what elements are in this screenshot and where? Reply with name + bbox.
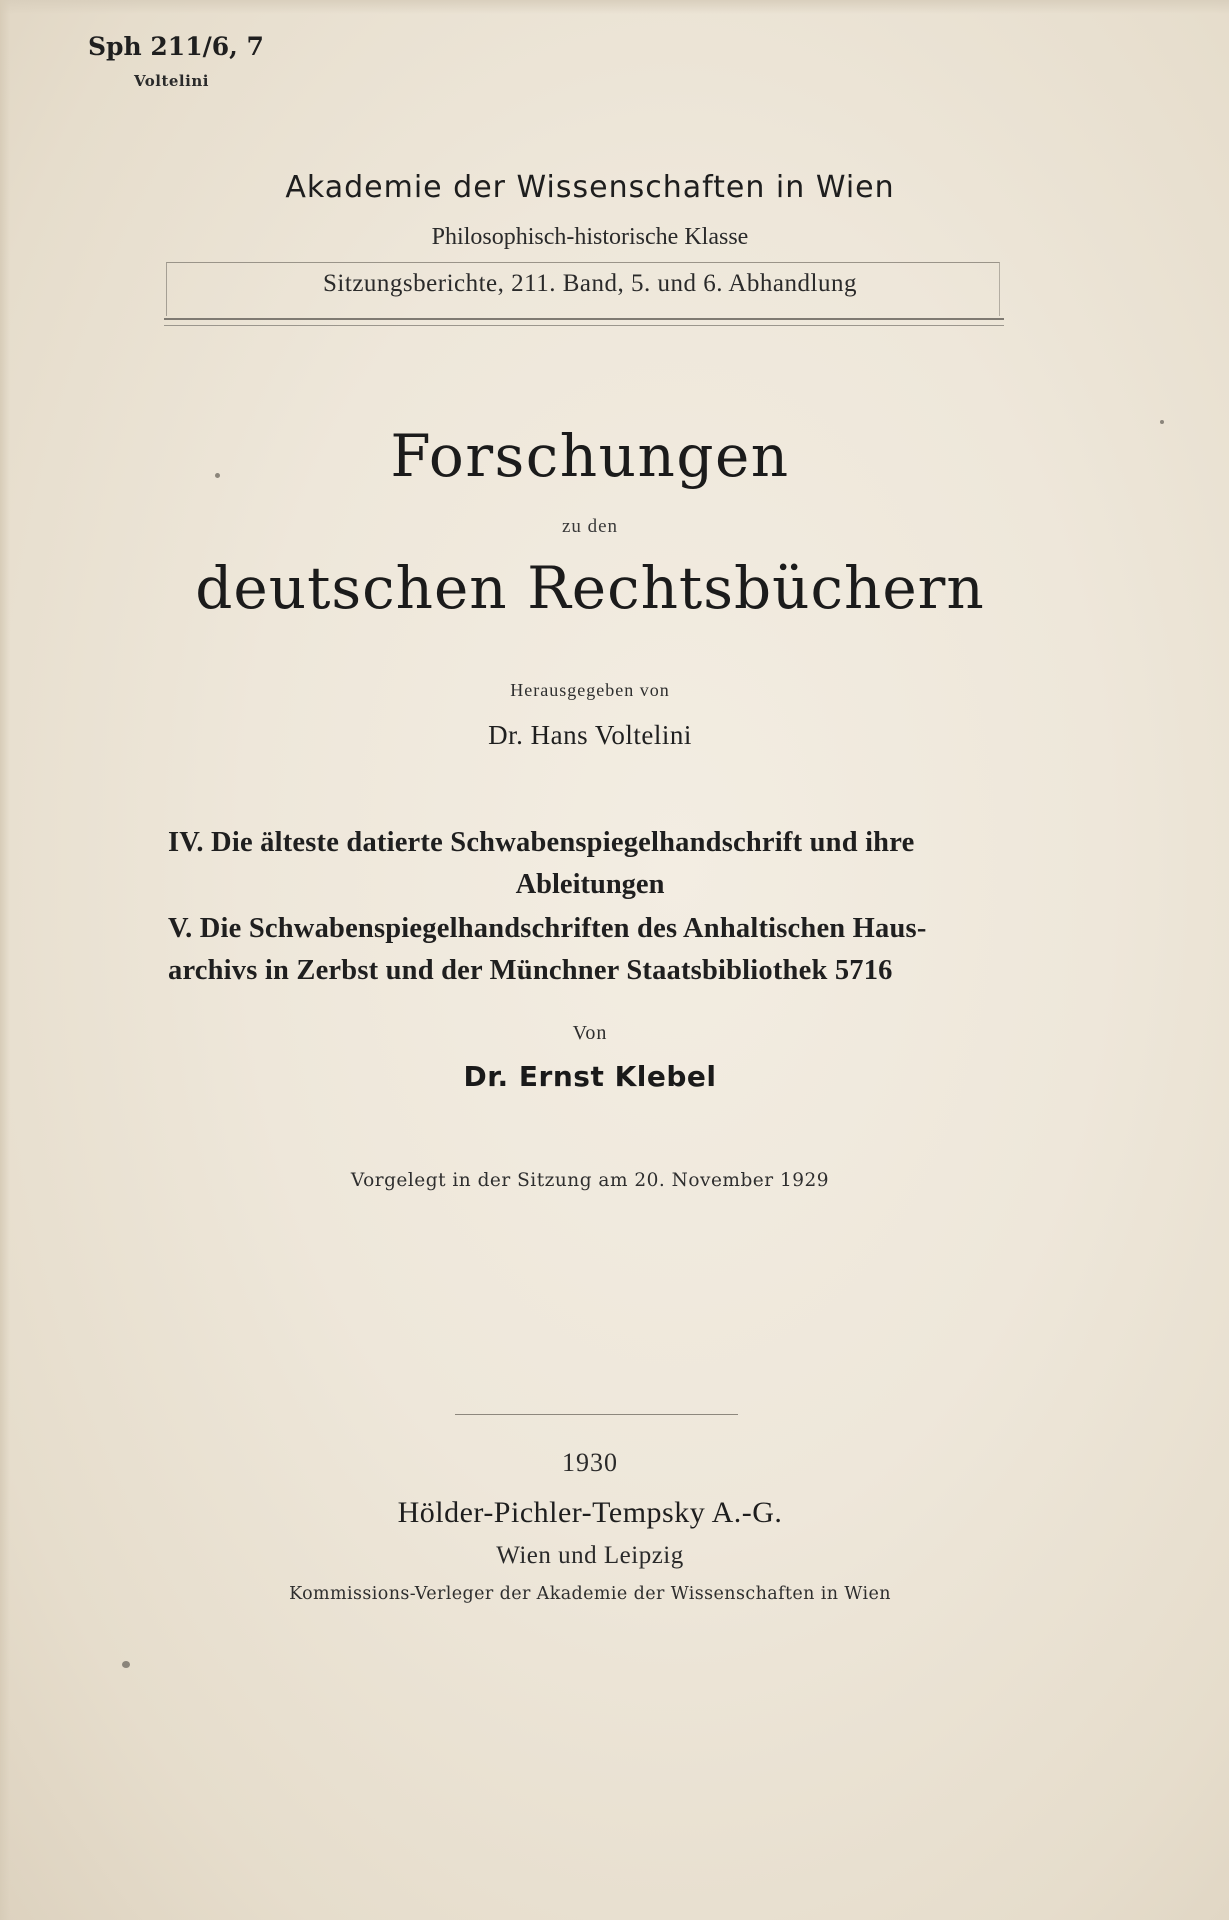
author-name: Dr. Ernst Klebel [463, 1060, 717, 1093]
paper-speck [122, 1661, 130, 1668]
editor-label: Herausgegeben von [510, 680, 670, 700]
header-rule [164, 325, 1004, 326]
series-line: Sitzungsberichte, 211. Band, 5. und 6. Abhandlung [323, 270, 857, 297]
header-rule [164, 318, 1004, 320]
paper-edge-shadow [0, 0, 1229, 14]
part-iv-title: IV. Die älteste datierte Schwabenspiegelhandschrift und ihre [168, 827, 915, 858]
paper-speck [1160, 420, 1164, 424]
shelfmark-name: Voltelini [134, 72, 209, 90]
title-sub: deutschen Rechtsbüchern [195, 554, 985, 622]
presentation-note: Vorgelegt in der Sitzung am 20. November 1929 [350, 1170, 830, 1191]
academy-class: Philosophisch-historische Klasse [431, 224, 749, 250]
imprint-rule [455, 1414, 738, 1415]
title-main: Forschungen [390, 422, 790, 490]
publication-year: 1930 [562, 1448, 618, 1477]
part-v-title-continued: archivs in Zerbst und der Münchner Staatsbibliothek 5716 [168, 955, 893, 986]
shelfmark-code: Sph 211/6, 7 [88, 32, 264, 61]
part-v-title: V. Die Schwabenspiegelhandschriften des Anhaltischen Haus- [168, 913, 927, 944]
title-connector: zu den [561, 516, 619, 537]
publication-place: Wien und Leipzig [496, 1542, 684, 1569]
academy-name: Akademie der Wissenschaften in Wien [285, 170, 895, 205]
paper-speck [215, 473, 220, 478]
publisher-name: Hölder-Pichler-Tempsky A.-G. [397, 1496, 783, 1529]
editor-name: Dr. Hans Voltelini [488, 720, 692, 750]
author-label: Von [572, 1022, 608, 1044]
part-iv-title-continued: Ableitungen [515, 869, 665, 900]
commission-note: Kommissions-Verleger der Akademie der Wissenschaften in Wien [289, 1584, 891, 1604]
